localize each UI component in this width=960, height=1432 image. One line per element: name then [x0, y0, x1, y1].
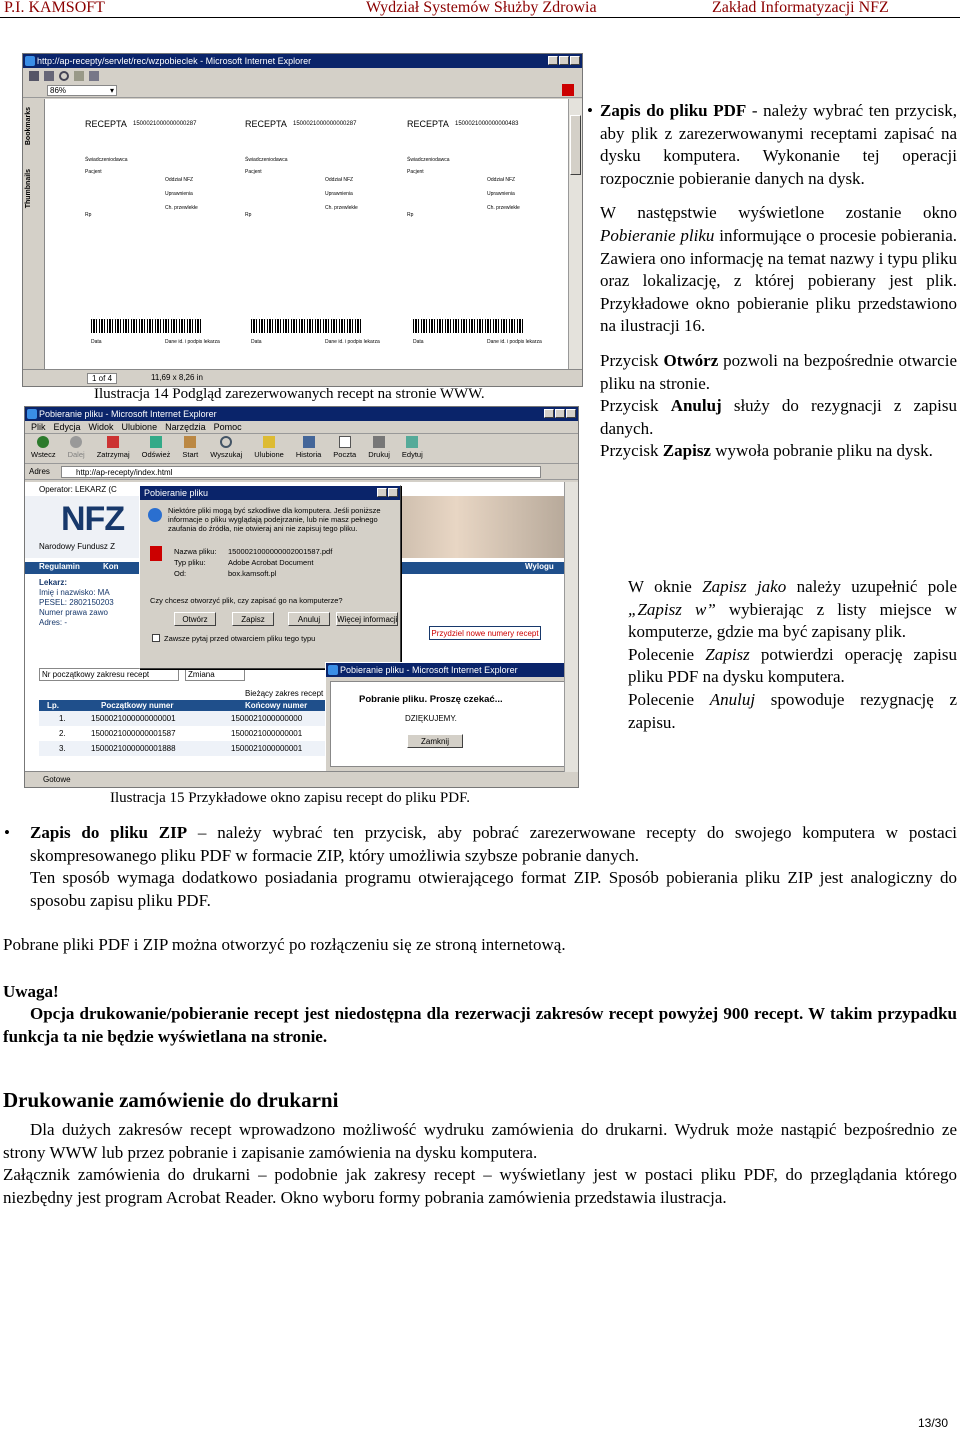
pobrane-paragraph: Pobrane pliki PDF i ZIP można otworzyć po rozłączeniu się ze stroną internetową. — [3, 935, 566, 954]
barcode — [91, 319, 201, 333]
acrobat-toolbar — [23, 68, 582, 98]
always-ask-checkbox[interactable] — [152, 634, 160, 642]
download-dialog — [139, 485, 401, 669]
header-right: Zakład Informatyzacji NFZ — [712, 0, 889, 16]
file-icon — [150, 546, 162, 561]
print-icon[interactable] — [44, 71, 54, 81]
address-label: Adres — [29, 467, 50, 476]
header-left: P.I. KAMSOFT — [4, 0, 105, 16]
adobe-logo — [562, 84, 574, 96]
figure15-titlebar — [25, 407, 578, 421]
popup-message: Pobranie pliku. Proszę czekać... — [359, 694, 503, 705]
stop-icon — [107, 436, 119, 448]
dialog-file-info: Nazwa pliku: 1500021000000002001587.pdf Typ pliku: Adobe Acrobat Document Od: box.kamsoft.pl — [174, 547, 333, 578]
ie-icon — [27, 409, 37, 419]
figure14-window-title: http://ap-recepty/servlet/rec/wzpobieclek - Microsoft Internet Explorer — [37, 56, 312, 66]
tab-thumbnails[interactable]: Thumbnails — [25, 169, 32, 209]
uwaga-label: Uwaga! — [3, 982, 59, 1001]
save-icon[interactable] — [29, 71, 39, 81]
ie-icon — [25, 56, 35, 66]
recipe-number: 1500021000000000483 — [455, 121, 519, 127]
search-icon[interactable] — [59, 71, 69, 81]
more-info-button[interactable]: Więcej informacji — [336, 612, 398, 626]
range-select-2[interactable]: Zmiana — [185, 668, 245, 681]
progress-popup-titlebar: Pobieranie pliku - Microsoft Internet Explorer — [326, 663, 576, 677]
table-row[interactable]: 1. 1500021000000000001 1500021000000000 — [39, 711, 353, 726]
ie-icon — [328, 665, 338, 675]
field-label: Uprawnienia — [325, 191, 353, 197]
save-as-text — [628, 576, 957, 734]
open-button-paragraph: Przycisk Otwórz pozwoli na bezpośrednie otwarcie pliku na stronie. — [600, 350, 957, 393]
mail-button[interactable]: Poczta — [333, 436, 356, 459]
header-center: Wydział Systemów Służby Zdrowia — [366, 0, 597, 16]
field-label: Pacjent — [407, 169, 424, 175]
page-header — [0, 0, 960, 18]
page-indicator: 1 of 4 — [87, 373, 117, 384]
bullet-icon: • — [587, 101, 593, 120]
edit-button[interactable]: Edytuj — [402, 436, 423, 459]
favorites-icon — [263, 436, 275, 448]
zip-bullet: • Zapis do pliku ZIP – należy wybrać ten przycisk, aby pobrać zarezerwowane recepty do swojego komputera w postaci skompresowanego pliku PDF w formacie ZIP, który umożliwia szybsze pobranie danych. Ten sposób wymaga dodatkowo posiadania programu otwierającego format ZIP. Sposób pobierania pliku ZIP jest analogiczny do sposobu zapisu pliku PDF. — [4, 823, 957, 910]
table-caption: Bieżący zakres recept — [245, 689, 324, 698]
ie-statusbar — [25, 771, 578, 787]
nfz-logo: NFZ — [61, 500, 125, 538]
field-label: Rp — [245, 212, 252, 218]
chevron-down-icon: ▾ — [109, 86, 114, 95]
field-label: Rp — [85, 212, 92, 218]
page-size: 11,69 x 8,26 in — [151, 373, 203, 382]
nav-item-kontakt[interactable]: Kon — [103, 562, 119, 571]
menu-item[interactable]: Widok — [88, 422, 114, 432]
field-label: Pacjent — [245, 169, 262, 175]
field-label: Oddział NFZ — [325, 177, 354, 183]
ie-toolbar — [25, 434, 578, 464]
print-icon — [373, 436, 385, 448]
back-button[interactable]: Wstecz — [31, 436, 56, 459]
mail-icon — [339, 436, 351, 448]
field-label: Świadczeniodawca — [245, 157, 288, 163]
table-row[interactable]: 2. 1500021000000001587 1500021000000001 — [39, 726, 353, 741]
footer-field: Dane id. i podpis lekarza — [325, 339, 380, 345]
forward-button[interactable]: Dalej — [68, 436, 85, 459]
vertical-scrollbar[interactable] — [564, 482, 578, 772]
address-input[interactable] — [61, 466, 541, 478]
favorites-button[interactable]: Ulubione — [254, 436, 284, 459]
recipe-3 — [407, 119, 557, 349]
pdf-bullet: • Zapis do pliku PDF - należy wybrać ten przycisk, aby plik z zarezerwowanymi receptami zapisać na dysku komputera. Wykonanie tej operacji rozpocznie pobieranie danych na dysk. — [587, 101, 957, 188]
edit-icon — [406, 436, 418, 448]
recipe-1 — [85, 119, 235, 349]
vertical-scrollbar[interactable] — [568, 99, 582, 371]
forward-arrow-icon — [70, 436, 82, 448]
figure14-caption: Ilustracja 14 Podgląd zarezerwowanych recept na stronie WWW. — [94, 386, 485, 402]
stop-button[interactable]: Zatrzymaj — [97, 436, 130, 459]
page-number: 13/30 — [918, 1416, 949, 1430]
cancel-button[interactable]: Anuluj — [288, 612, 330, 626]
maximize-icon[interactable] — [559, 56, 569, 65]
figure15-caption: Ilustracja 15 Przykładowe okno zapisu recept do pliku PDF. — [110, 790, 470, 806]
save-command-paragraph: Polecenie Zapisz potwierdzi operację zapisu pliku PDF na dysku komputera. — [628, 644, 957, 687]
search-icon — [220, 436, 232, 448]
open-button[interactable]: Otwórz — [174, 612, 216, 626]
ie-menubar — [25, 421, 578, 434]
field-label: Pacjent — [85, 169, 102, 175]
recipe-label: RECEPTA — [85, 119, 127, 129]
figure15-window-title: Pobieranie pliku - Microsoft Internet Explorer — [39, 409, 217, 419]
section-paragraph-2: Załącznik zamówienia do drukarni – podobnie jak zakresy recept – wyświetlany jest w postaci pliku PDF, do przeglądania którego niezbędny jest program Acrobat Reader. Okno wyboru formy pobrania zamówienia przedstawia ilustracja. — [3, 1165, 957, 1207]
zoom-select[interactable] — [47, 85, 117, 96]
field-label: Ch. przewlekłe — [487, 205, 520, 211]
zoom-value: 86% — [50, 86, 67, 95]
acrobat-sidebar — [23, 99, 45, 371]
lekarz-box: Lekarz: Imię i nazwisko: MA PESEL: 2802150203 Numer prawa zawo Adres: - — [39, 578, 114, 627]
tab-bookmarks[interactable]: Bookmarks — [25, 107, 32, 146]
nav-item-logout[interactable]: Wylogu — [525, 562, 554, 571]
back-arrow-icon — [37, 436, 49, 448]
close-icon[interactable] — [388, 488, 398, 497]
refresh-icon — [150, 436, 162, 448]
status-text: Gotowe — [43, 775, 71, 784]
history-icon — [303, 436, 315, 448]
banner-photo — [383, 496, 566, 558]
download-dialog-titlebar: Pobieranie pliku — [140, 486, 400, 500]
field-label: Ch. przewlekłe — [325, 205, 358, 211]
popup-thanks: DZIĘKUJEMY. — [405, 714, 457, 723]
menu-item[interactable]: Pomoc — [213, 422, 242, 432]
footer-field: Dane id. i podpis lekarza — [487, 339, 542, 345]
cancel-button-paragraph: Przycisk Anuluj służy do rezygnacji z zapisu danych. — [600, 396, 958, 438]
minimize-icon[interactable] — [548, 56, 558, 65]
figure15-screenshot — [24, 406, 579, 788]
scrollbar-thumb[interactable] — [570, 115, 581, 175]
section-heading: Drukowanie zamówienie do drukarni — [3, 1088, 339, 1112]
operator-line: Operator: LEKARZ (C — [39, 485, 117, 494]
recipe-number: 1500021000000000287 — [293, 121, 357, 127]
field-label: Świadczeniodawca — [85, 157, 128, 163]
cancel-command-paragraph: Polecenie Anuluj spowoduje rezygnację z zapisu. — [628, 689, 957, 732]
recipe-number: 1500021000000000287 — [133, 121, 197, 127]
footer-field: Dane id. i podpis lekarza — [165, 339, 220, 345]
address-value: http://ap-recepty/index.html — [76, 468, 173, 477]
download-window-paragraph: W następstwie wyświetlone zostanie okno Pobieranie pliku informujące o procesie pobierania. Zawiera ono informację na temat nazwy i typu pliku oraz lokalizację, z której pobierany jest plik. Przykładowe okno pobieranie pliku przedstawiono na ilustracji 16. — [600, 203, 957, 336]
right-column-text — [587, 100, 958, 463]
barcode — [413, 319, 523, 333]
menu-item[interactable]: Plik — [31, 422, 46, 432]
recipe-label: RECEPTA — [407, 119, 449, 129]
home-button[interactable]: Start — [182, 436, 198, 459]
nfz-subtitle: Narodowy Fundusz Z — [39, 542, 116, 551]
address-bar — [25, 464, 578, 480]
footer-field: Data — [413, 339, 424, 345]
always-ask-label: Zawsze pytaj przed otwarciem pliku tego typu — [164, 634, 316, 643]
help-icon[interactable] — [377, 488, 387, 497]
save-button-paragraph: Przycisk Zapisz wywoła pobranie pliku na dysk. — [600, 441, 933, 461]
range-table — [39, 700, 353, 756]
bullet-icon: • — [4, 823, 10, 842]
figure14-screenshot — [22, 53, 583, 387]
refresh-button[interactable]: Odśwież — [142, 436, 171, 459]
minimize-icon[interactable] — [544, 409, 554, 418]
field-label: Oddział NFZ — [487, 177, 516, 183]
acrobat-statusbar — [23, 369, 582, 386]
progress-popup — [325, 662, 577, 772]
hand-icon[interactable] — [74, 71, 84, 81]
section-paragraph-1: Dla dużych zakresów recept wprowadzono możliwość wydruku zamówienia do drukarni. Wydruk może nastąpić bezpośrednio ze strony WWW lub przez pobranie i zapisanie zamówienia na dysku komputera. — [3, 1120, 957, 1162]
save-button[interactable]: Zapisz — [232, 612, 274, 626]
progress-popup-body — [330, 681, 572, 767]
table-header: Lp. Początkowy numer Końcowy numer — [39, 700, 353, 711]
uwaga-text: Opcja drukowanie/pobieranie recept jest niedostępna dla rezerwacji zakresów recept powyżej 900 recept. W takim przypadku funkcja ta nie będzie wyświetlana na stronie. — [3, 1004, 957, 1046]
zoom-icon[interactable] — [89, 71, 99, 81]
close-icon[interactable] — [566, 409, 576, 418]
close-icon[interactable] — [570, 56, 580, 65]
search-button[interactable]: Wyszukaj — [210, 436, 242, 459]
menu-item[interactable]: Narzędzia — [165, 422, 206, 432]
new-range-button[interactable]: Przydziel nowe numery recept — [429, 626, 541, 640]
history-button[interactable]: Historia — [296, 436, 321, 459]
acrobat-toolbar-icons — [29, 71, 99, 81]
field-label: Świadczeniodawca — [407, 157, 450, 163]
acrobat-page — [45, 99, 569, 371]
barcode — [251, 319, 361, 333]
menu-item[interactable]: Ulubione — [121, 422, 158, 432]
footer-field: Data — [91, 339, 102, 345]
menu-item[interactable]: Edycja — [53, 422, 81, 432]
field-label: Ch. przewlekłe — [165, 205, 198, 211]
recipe-2 — [245, 119, 395, 349]
field-label: Uprawnienia — [165, 191, 193, 197]
footer-field: Data — [251, 339, 262, 345]
figure14-titlebar — [23, 54, 582, 68]
range-select[interactable]: Nr początkowy zakresu recept — [39, 668, 179, 681]
print-button[interactable]: Drukuj — [368, 436, 390, 459]
warning-icon — [148, 508, 162, 522]
close-popup-button[interactable]: Zamknij — [407, 734, 463, 748]
maximize-icon[interactable] — [555, 409, 565, 418]
field-label: Uprawnienia — [487, 191, 515, 197]
nav-item-regulamin[interactable]: Regulamin — [39, 562, 80, 571]
recipe-label: RECEPTA — [245, 119, 287, 129]
home-icon — [184, 436, 196, 448]
table-row[interactable]: 3. 1500021000000001888 1500021000000001 — [39, 741, 353, 756]
dialog-warning: Niektóre pliki mogą być szkodliwe dla komputera. Jeśli poniższe informacje o pliku wyglądają podejrzanie, lub nie masz pełnego zaufania do źródła, nie otwieraj ani nie zapisuj tego pliku. — [168, 506, 381, 533]
field-label: Oddział NFZ — [165, 177, 194, 183]
field-label: Rp — [407, 212, 414, 218]
save-as-paragraph: W oknie Zapisz jako należy uzupełnić pole „Zapisz w” wybierając z listy miejsce w komputerze, gdzie ma być zapisany plik. — [628, 577, 957, 642]
dialog-question: Czy chcesz otworzyć plik, czy zapisać go na komputerze? — [150, 596, 343, 605]
